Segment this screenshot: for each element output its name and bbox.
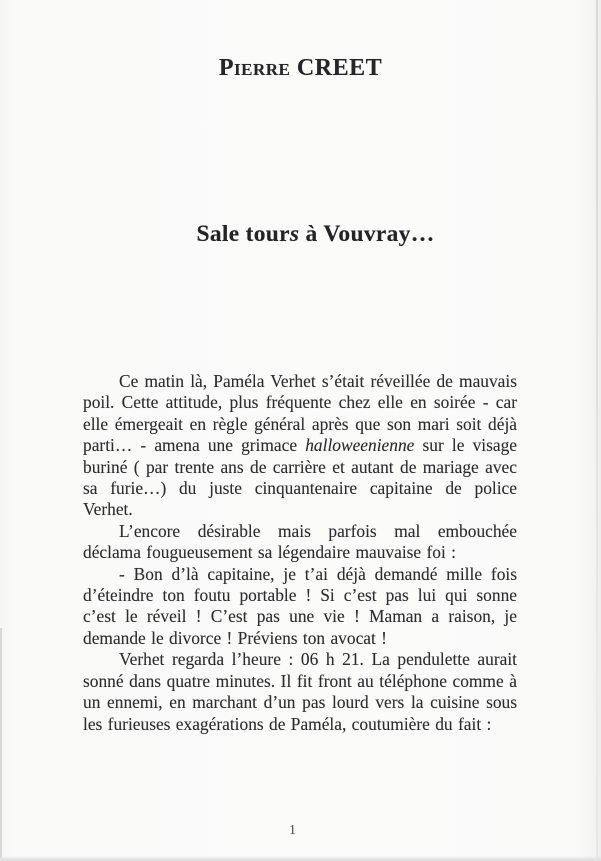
story-title [0, 218, 601, 250]
paragraph-3-dialogue: - Bon d’là capitaine, je t’ai déjà demandé mille fois d’éteindre ton foutu portable ! Si c’est pas lui qui sonne c’est le réveil ! C’est pas une vie ! Maman a raison, je demande le divorce ! Préviens ton avocat ! [83, 563, 517, 648]
author-first-name: Pierre [218, 55, 291, 81]
story-title-italic-s: s [289, 221, 300, 247]
story-title-pre: Sale tour [196, 221, 290, 247]
paragraph-1 [83, 371, 517, 521]
paragraph-1-start: Ce matin là, Paméla Verhet s’était réveillée de mauvais poil. Cette attitude, plus fréquente chez elle en soirée - car elle émergeait en règle général après que son mari soit déjà parti… - amena une grimace [83, 371, 517, 456]
paragraph-4: Verhet regarda l’heure : 06 h 21. La pendulette aurait sonné dans quatre minutes. Il fit front au téléphone comme à un ennemi, en marchant d’un pas lourd vers la cuisine sous les furieuses exagérations de Paméla, coutumière du fait : [83, 649, 517, 734]
paragraph-1-end: sur le visage buriné ( par trente ans de carrière et autant de mariage avec sa furie…) du juste cinquantenaire capitaine de police Verhet. [83, 435, 518, 520]
scan-edge-right-shadow [596, 0, 598, 861]
author-name [0, 53, 601, 83]
scan-edge-bottom-shadow [0, 856, 601, 861]
body-text [83, 371, 517, 735]
paragraph-2: L’encore désirable mais parfois mal embouchée déclama fougueusement sa légendaire mauvaise foi : [83, 520, 517, 563]
scan-edge-left-shadow [0, 628, 2, 861]
story-title-post: à Vouvray… [299, 221, 435, 247]
page-number: 1 [289, 822, 296, 837]
author-last-name: CREET [296, 55, 383, 81]
paragraph-1-italic-word: halloweenienne [305, 435, 415, 456]
